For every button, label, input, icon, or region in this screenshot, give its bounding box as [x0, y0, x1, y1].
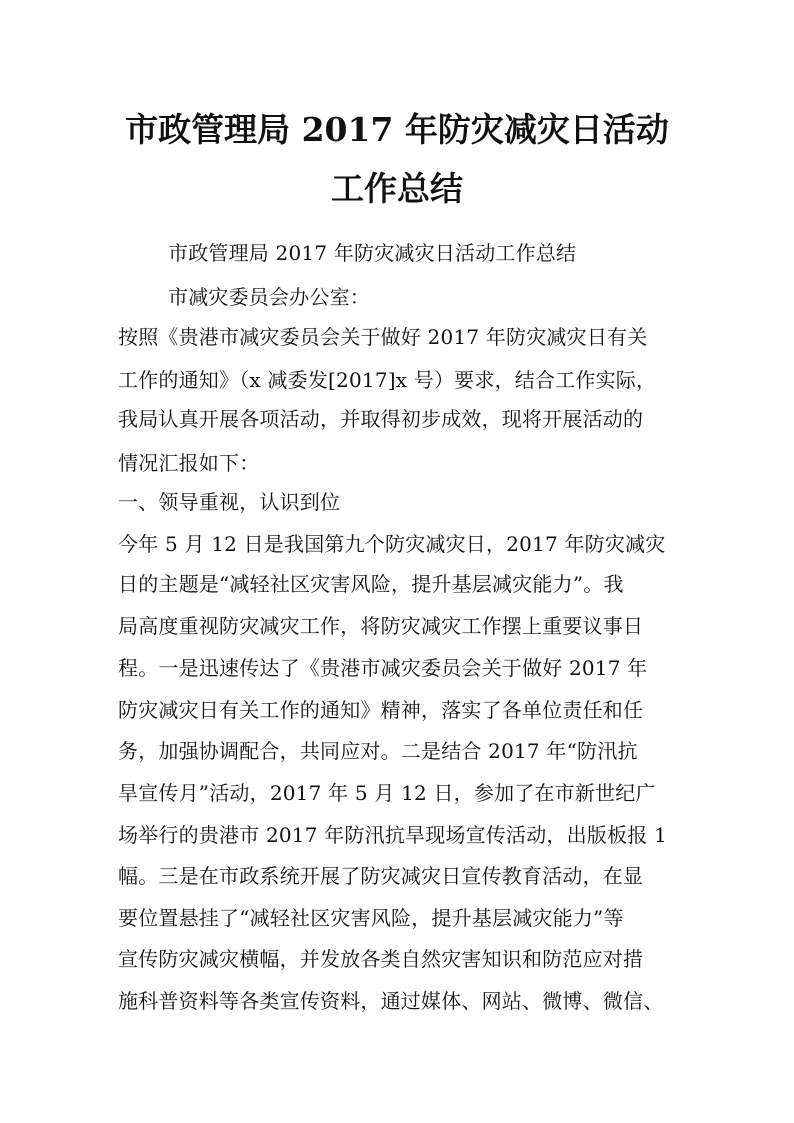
- body-line: 务，加强协调配合，共同应对。二是结合 2017 年“防汛抗: [118, 739, 638, 763]
- body-line: 按照《贵港市减灾委员会关于做好 2017 年防灾减灾日有关: [118, 325, 648, 349]
- section-heading: 一、领导重视，认识到位: [118, 490, 341, 514]
- body-line: 情况汇报如下：: [118, 451, 260, 475]
- body-line: 程。一是迅速传达了《贵港市减灾委员会关于做好 2017 年: [118, 656, 648, 680]
- body-line: 防灾减灾日有关工作的通知》精神，落实了各单位责任和任: [118, 698, 644, 722]
- body-line: 工作的通知》（x 减委发[2017]x 号）要求，结合工作实际，: [118, 368, 657, 392]
- body-line: 幅。三是在市政系统开展了防灾减灾日宣传教育活动，在显: [118, 864, 644, 888]
- body-line: 场举行的贵港市 2017 年防汛抗旱现场宣传活动，出版板报 1: [118, 823, 667, 847]
- body-line: 局高度重视防灾减灾工作，将防灾减灾工作摆上重要议事日: [118, 614, 644, 638]
- body-line: 日的主题是“减轻社区灾害风险，提升基层减灾能力”。我: [118, 572, 624, 596]
- body-line: 施科普资料等各类宣传资料，通过媒体、网站、微博、微信、: [118, 989, 664, 1013]
- body-line: 我局认真开展各项活动，并取得初步成效，现将开展活动的: [118, 407, 644, 431]
- body-line: 今年 5 月 12 日是我国第九个防灾减灾日，2017 年防灾减灾: [118, 532, 666, 556]
- salutation-line: 市减灾委员会办公室：: [168, 285, 370, 309]
- document-title-line-2: 工作总结: [331, 169, 463, 208]
- subtitle-line: 市政管理局 2017 年防灾减灾日活动工作总结: [168, 241, 577, 265]
- document-title-line-1: 市政管理局 2017 年防灾减灾日活动: [125, 110, 669, 149]
- body-line: 要位置悬挂了“减轻社区灾害风险，提升基层减灾能力”等: [118, 906, 624, 930]
- body-line: 旱宣传月”活动，2017 年 5 月 12 日，参加了在市新世纪广: [118, 781, 656, 805]
- body-line: 宣传防灾减灾横幅，并发放各类自然灾害知识和防范应对措: [118, 947, 644, 971]
